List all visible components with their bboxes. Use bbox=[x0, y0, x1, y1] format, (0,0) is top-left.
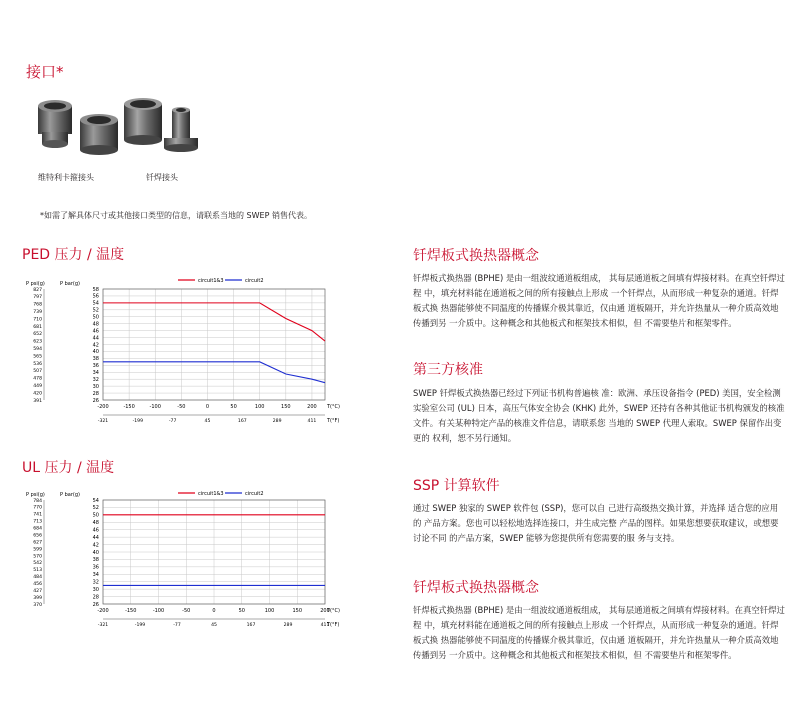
x-tick-label-fahrenheit: 167 bbox=[246, 623, 256, 628]
section-title-bphe-concept: 钎焊板式换热器概念 bbox=[413, 248, 539, 264]
x-axis-label-fahrenheit: T(°F) bbox=[327, 622, 340, 628]
x-tick-label-fahrenheit: 411 bbox=[307, 419, 317, 424]
y-tick-label-bar: 44 bbox=[92, 335, 99, 342]
y-tick-label-bar: 44 bbox=[92, 534, 99, 541]
y-tick-label-psi: 784 bbox=[33, 498, 42, 504]
y-tick-label-psi: 399 bbox=[33, 595, 42, 601]
x-axis-label-celsius: T(°C) bbox=[327, 404, 340, 410]
y-tick-label-bar: 30 bbox=[92, 586, 99, 593]
y-tick-label-psi: 739 bbox=[33, 310, 42, 315]
y-tick-label-psi: 420 bbox=[33, 391, 42, 397]
x-tick-label-fahrenheit: 411 bbox=[320, 623, 330, 628]
y-tick-label-psi: 770 bbox=[33, 505, 42, 511]
section-body-third-party-approval: SWEP 钎焊板式换热器已经过下列证书机构普遍核 准：欧洲、承压设备指令 (PED) 美国，安全检测实验室公司 (UL) 日本，高压气体安全协会 (KHK) 此外，SWEP 还持有各种其他证书机构颁发的核准 文件。有关某种特定产品的核准文件信息，请联系您 当地的 SWEP 代理人索取。SWEP 保留作出变更的 权利，恕不另行通知。 bbox=[413, 388, 785, 443]
x-tick-label-celsius: -50 bbox=[182, 608, 191, 614]
y-tick-label-psi: 599 bbox=[33, 547, 42, 553]
legend-label-circuit2: circuit2 bbox=[245, 491, 264, 497]
y-tick-label-psi: 627 bbox=[33, 540, 42, 546]
x-tick-label-celsius: -200 bbox=[97, 404, 109, 410]
y-tick-label-bar: 48 bbox=[92, 520, 99, 527]
x-tick-label-celsius: 0 bbox=[212, 608, 216, 614]
x-tick-label-celsius: -150 bbox=[125, 608, 137, 614]
y-tick-label-psi: 713 bbox=[33, 519, 42, 525]
y-tick-label-psi: 594 bbox=[33, 347, 42, 352]
y-tick-label-psi: 623 bbox=[33, 339, 42, 345]
x-tick-label-fahrenheit: 45 bbox=[211, 623, 217, 628]
y-tick-label-bar: 52 bbox=[92, 505, 99, 512]
y-tick-label-bar: 28 bbox=[92, 594, 99, 601]
y-tick-label-bar: 48 bbox=[92, 321, 99, 328]
y-tick-label-bar: 34 bbox=[92, 572, 99, 579]
y-tick-label-psi: 652 bbox=[33, 332, 42, 338]
y-tick-label-psi: 741 bbox=[33, 512, 42, 518]
y-tick-label-bar: 50 bbox=[92, 314, 99, 321]
y-tick-label-bar: 32 bbox=[92, 376, 99, 383]
y-tick-label-bar: 58 bbox=[92, 286, 99, 293]
y-tick-label-psi: 391 bbox=[33, 398, 42, 404]
x-tick-label-celsius: 150 bbox=[292, 608, 303, 614]
x-tick-label-celsius: -200 bbox=[97, 608, 109, 614]
connections-title: 接口* bbox=[26, 63, 64, 81]
victaulic-connector-label: 维特利卡箍接头 bbox=[38, 173, 94, 182]
section-title-bphe-concept-2: 钎焊板式换热器概念 bbox=[413, 580, 539, 596]
y-tick-label-bar: 46 bbox=[92, 527, 99, 534]
y-tick-label-bar: 28 bbox=[92, 390, 99, 397]
y-tick-label-bar: 34 bbox=[92, 370, 99, 377]
y-tick-label-bar: 50 bbox=[92, 512, 99, 519]
x-tick-label-fahrenheit: -199 bbox=[132, 419, 144, 424]
y-tick-label-psi: 710 bbox=[33, 317, 42, 323]
legend-label-circuit1-3: circuit1&3 bbox=[198, 278, 224, 284]
ped-pressure-temperature-chart bbox=[20, 270, 350, 435]
x-tick-label-celsius: 100 bbox=[264, 608, 275, 614]
y-tick-label-bar: 42 bbox=[92, 342, 99, 349]
y-axis-label-psi: P psi(g) bbox=[26, 281, 45, 287]
x-tick-label-celsius: 100 bbox=[254, 404, 265, 410]
y-tick-label-psi: 684 bbox=[33, 526, 42, 532]
y-tick-label-bar: 36 bbox=[92, 363, 99, 370]
x-tick-label-fahrenheit: 45 bbox=[204, 419, 211, 424]
y-tick-label-psi: 513 bbox=[33, 568, 42, 574]
y-tick-label-psi: 768 bbox=[33, 302, 42, 308]
y-tick-label-bar: 30 bbox=[92, 383, 99, 390]
y-axis-label-psi: P psi(g) bbox=[26, 492, 45, 498]
x-tick-label-fahrenheit: -321 bbox=[97, 419, 109, 424]
solder-connector-image bbox=[120, 92, 210, 166]
y-tick-label-psi: 570 bbox=[33, 554, 42, 560]
x-tick-label-fahrenheit: -77 bbox=[173, 623, 181, 628]
series-line-circuit1-3 bbox=[103, 303, 325, 341]
x-tick-label-celsius: 50 bbox=[230, 404, 237, 410]
x-tick-label-celsius: 0 bbox=[205, 404, 210, 410]
y-tick-label-bar: 38 bbox=[92, 557, 99, 564]
section-body-bphe-concept: 钎焊板式换热器 (BPHE) 是由一组波纹通道板组成， 其每层通道板之间填有焊接材料。在真空钎焊过程 中，填充材料能在通道板之间的所有接触点上形成 一个钎焊点，从而形成一种复杂的通道。钎焊板式换 热器能够使不同温度的传播媒介极其靠近，仅由通 道板隔开，并允许热量从一种介质高效地传播到另 一介质中。这种概念和其他板式和框架技术相似，但 不需要垫片和框架零件。 bbox=[413, 273, 785, 328]
x-tick-label-fahrenheit: 167 bbox=[237, 419, 247, 424]
y-tick-label-psi: 542 bbox=[33, 561, 42, 567]
legend-label-circuit2: circuit2 bbox=[245, 278, 264, 284]
x-tick-label-celsius: -150 bbox=[123, 404, 135, 410]
y-tick-label-psi: 565 bbox=[33, 354, 42, 360]
y-tick-label-bar: 42 bbox=[92, 542, 99, 549]
x-tick-label-celsius: 150 bbox=[281, 404, 291, 410]
ul-pressure-temperature-chart bbox=[20, 483, 350, 633]
x-tick-label-celsius: 200 bbox=[320, 608, 330, 614]
ul-chart-title: UL 压力 / 温度 bbox=[22, 460, 115, 476]
x-tick-label-fahrenheit: -77 bbox=[168, 419, 177, 424]
y-tick-label-bar: 56 bbox=[92, 293, 99, 300]
connections-footnote: *如需了解具体尺寸或其他接口类型的信息，请联系当地的 SWEP 销售代表。 bbox=[40, 211, 312, 220]
y-tick-label-psi: 507 bbox=[33, 369, 42, 375]
y-axis-label-bar: P bar(g) bbox=[60, 492, 80, 498]
y-tick-label-psi: 370 bbox=[33, 602, 42, 608]
y-axis-label-bar: P bar(g) bbox=[60, 281, 80, 287]
y-tick-label-bar: 32 bbox=[92, 579, 99, 586]
x-tick-label-celsius: 50 bbox=[238, 608, 245, 614]
x-tick-label-fahrenheit: 289 bbox=[283, 623, 293, 628]
legend-label-circuit1-3: circuit1&3 bbox=[198, 491, 224, 497]
section-title-third-party-approval: 第三方核准 bbox=[413, 362, 483, 378]
x-axis-label-fahrenheit: T(°F) bbox=[327, 418, 340, 424]
x-tick-label-fahrenheit: -199 bbox=[134, 623, 146, 628]
y-tick-label-psi: 797 bbox=[33, 295, 42, 301]
y-tick-label-bar: 36 bbox=[92, 564, 99, 571]
y-tick-label-psi: 478 bbox=[33, 376, 42, 382]
y-tick-label-bar: 40 bbox=[92, 549, 99, 556]
section-title-ssp-software: SSP 计算软件 bbox=[413, 478, 500, 494]
x-tick-label-celsius: -100 bbox=[149, 404, 161, 410]
y-tick-label-psi: 827 bbox=[33, 287, 42, 293]
x-tick-label-celsius: 200 bbox=[307, 404, 317, 410]
y-tick-label-bar: 54 bbox=[92, 497, 99, 504]
y-tick-label-psi: 484 bbox=[33, 575, 42, 581]
y-tick-label-psi: 449 bbox=[33, 384, 42, 389]
y-tick-label-psi: 427 bbox=[33, 588, 42, 594]
y-tick-label-bar: 54 bbox=[92, 300, 99, 307]
ped-chart-title: PED 压力 / 温度 bbox=[22, 247, 125, 263]
y-tick-label-bar: 52 bbox=[92, 307, 99, 314]
x-tick-label-celsius: -50 bbox=[177, 404, 186, 410]
x-tick-label-fahrenheit: 289 bbox=[272, 419, 282, 424]
y-tick-label-psi: 656 bbox=[33, 533, 42, 539]
y-tick-label-bar: 40 bbox=[92, 349, 99, 356]
x-tick-label-fahrenheit: -321 bbox=[97, 623, 109, 628]
y-tick-label-psi: 681 bbox=[33, 324, 42, 330]
section-body-ssp-software: 通过 SWEP 独家的 SWEP 软件包 (SSP)，您可以自 己进行高级热交换计算，并选择 适合您的应用的 产品方案。您也可以轻松地选择连接口，并生成完整 产品的图样。如果您想要获取建议，或想要讨论不同 的产品方案，SWEP 能够为您提供所有您需要的服 务与支持。 bbox=[413, 503, 779, 543]
y-tick-label-bar: 26 bbox=[92, 397, 99, 404]
section-body-bphe-concept-2: 钎焊板式换热器 (BPHE) 是由一组波纹通道板组成， 其每层通道板之间填有焊接材料。在真空钎焊过程 中，填充材料能在通道板之间的所有接触点上形成 一个钎焊点，从而形成一种复杂的通道。钎焊板式换 热器能够使不同温度的传播媒介极其靠近，仅由通 道板隔开，并允许热量从一种介质高效地传播到另 一介质中。这种概念和其他板式和框架技术相似，但 不需要垫片和框架零件。 bbox=[413, 605, 785, 660]
y-tick-label-bar: 46 bbox=[92, 328, 99, 335]
y-tick-label-bar: 38 bbox=[92, 356, 99, 363]
y-tick-label-psi: 456 bbox=[33, 582, 42, 587]
x-axis-label-celsius: T(°C) bbox=[327, 608, 340, 614]
solder-connector-label: 钎焊接头 bbox=[146, 173, 178, 182]
y-tick-label-bar: 26 bbox=[92, 601, 99, 608]
x-tick-label-celsius: -100 bbox=[152, 608, 165, 614]
y-tick-label-psi: 536 bbox=[33, 361, 42, 367]
